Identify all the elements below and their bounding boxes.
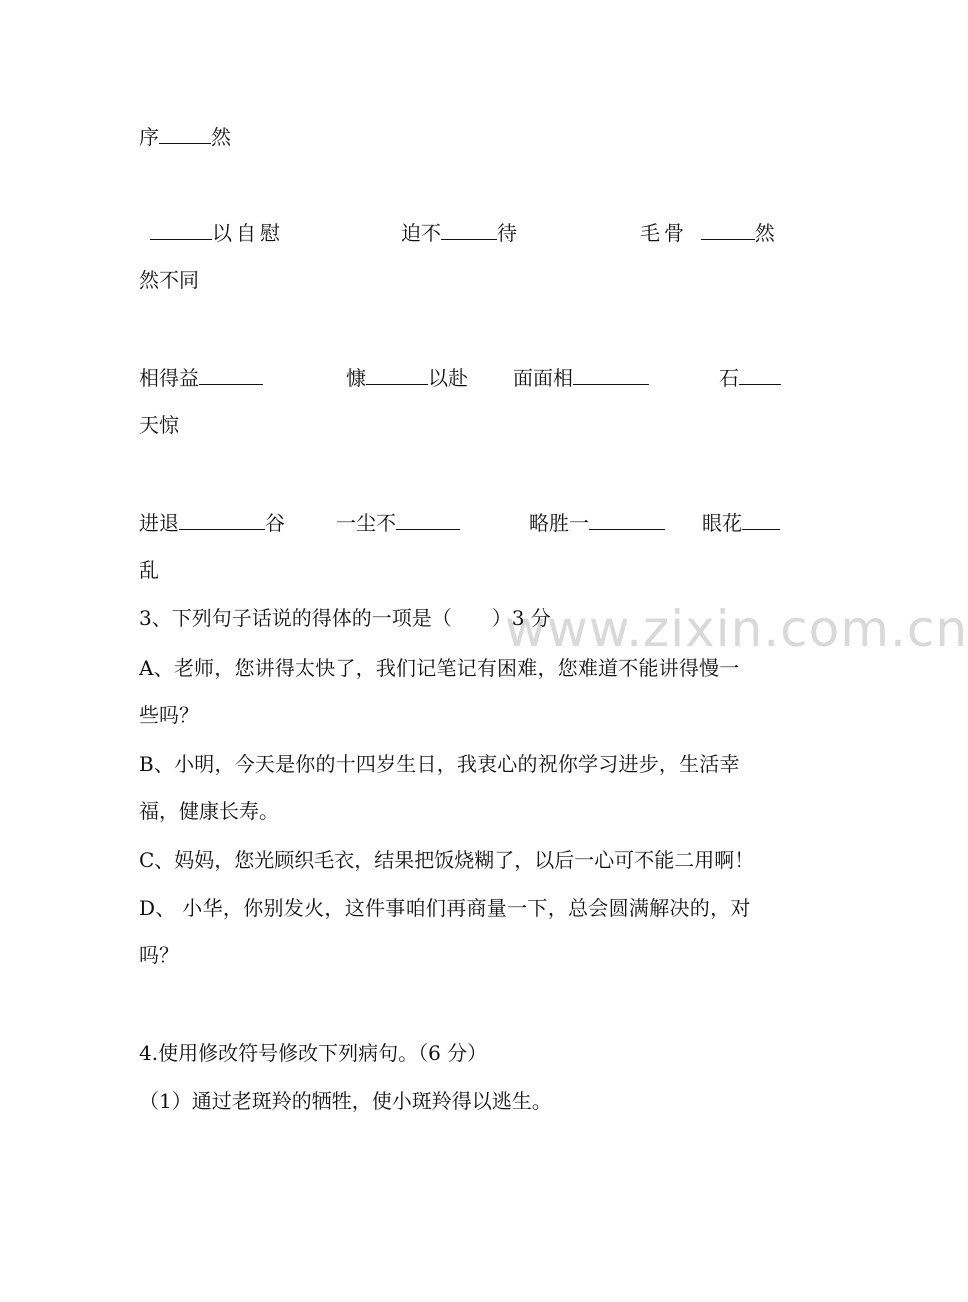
idiom-item <box>401 221 517 245</box>
idiom-item <box>346 366 468 390</box>
idiom-item <box>702 511 780 535</box>
idiom-item <box>640 221 775 245</box>
fill-blank[interactable] <box>739 366 781 385</box>
fill-blank[interactable] <box>573 366 649 385</box>
idiom-text: 慷 <box>346 366 366 390</box>
fill-blank[interactable] <box>396 511 460 530</box>
option-b-line2: 福，健康长寿。 <box>139 799 279 823</box>
fill-blank[interactable] <box>441 221 497 240</box>
option-a-line1: A、老师，您讲得太快了，我们记笔记有困难，您难道不能讲得慢一 <box>139 656 740 680</box>
watermark: www.zixin.com.cn <box>505 600 968 658</box>
idiom-text: 略胜一 <box>529 511 589 535</box>
fill-blank[interactable] <box>589 511 665 530</box>
option-d-line2: 吗？ <box>139 943 179 967</box>
idiom-text: 进退 <box>139 511 179 535</box>
idiom-item <box>529 511 665 535</box>
idiom-text: 一尘不 <box>336 511 396 535</box>
option-b-line1: B、小明，今天是你的十四岁生日，我衷心的祝你学习进步，生活幸 <box>139 752 740 776</box>
idiom-text: 谷 <box>265 511 285 535</box>
idiom-item <box>139 511 285 535</box>
option-a-line2: 些吗？ <box>139 703 199 727</box>
idiom-text: 毛骨 <box>640 221 688 245</box>
idiom-item <box>719 366 781 390</box>
idiom-continuation: 然不同 <box>139 268 199 292</box>
idiom-item <box>336 511 460 535</box>
idiom-text: 相得益 <box>139 366 199 390</box>
option-c: C、妈妈，您光顾织毛衣，结果把饭烧糊了，以后一心可不能二用啊！ <box>139 848 755 872</box>
idiom-text: 面面相 <box>513 366 573 390</box>
idiom-continuation: 乱 <box>139 558 159 582</box>
fill-blank[interactable] <box>150 221 212 240</box>
question-4-item-1: （1）通过老斑羚的牺牲，使小斑羚得以逃生。 <box>139 1089 552 1113</box>
idiom-text: 眼花 <box>702 511 742 535</box>
fill-blank[interactable] <box>742 511 780 530</box>
fill-blank[interactable] <box>366 366 428 385</box>
idiom-text: 迫不 <box>401 221 441 245</box>
idiom-text: 然 <box>211 125 231 149</box>
question-4-stem: 4.使用修改符号修改下列病句。（6 分） <box>139 1041 488 1065</box>
idiom-text: 以赴 <box>428 366 468 390</box>
idiom-item <box>513 366 649 390</box>
idiom-row-1 <box>139 125 231 149</box>
fill-blank[interactable] <box>701 221 755 240</box>
idiom-text: 以自慰 <box>212 221 284 245</box>
idiom-text: 待 <box>497 221 517 245</box>
idiom-item <box>150 221 284 245</box>
idiom-text: 序 <box>139 125 159 149</box>
option-d-line1: D、 小华，你别发火，这件事咱们再商量一下，总会圆满解决的，对 <box>139 896 751 920</box>
idiom-text: 石 <box>719 366 739 390</box>
fill-blank[interactable] <box>159 125 211 144</box>
idiom-continuation: 天惊 <box>139 413 179 437</box>
idiom-text: 然 <box>754 221 775 245</box>
fill-blank[interactable] <box>179 511 265 530</box>
fill-blank[interactable] <box>199 366 263 385</box>
question-3-stem: 3、下列句子话说的得体的一项是（ ）3 分 <box>139 606 551 630</box>
idiom-item <box>139 366 263 390</box>
